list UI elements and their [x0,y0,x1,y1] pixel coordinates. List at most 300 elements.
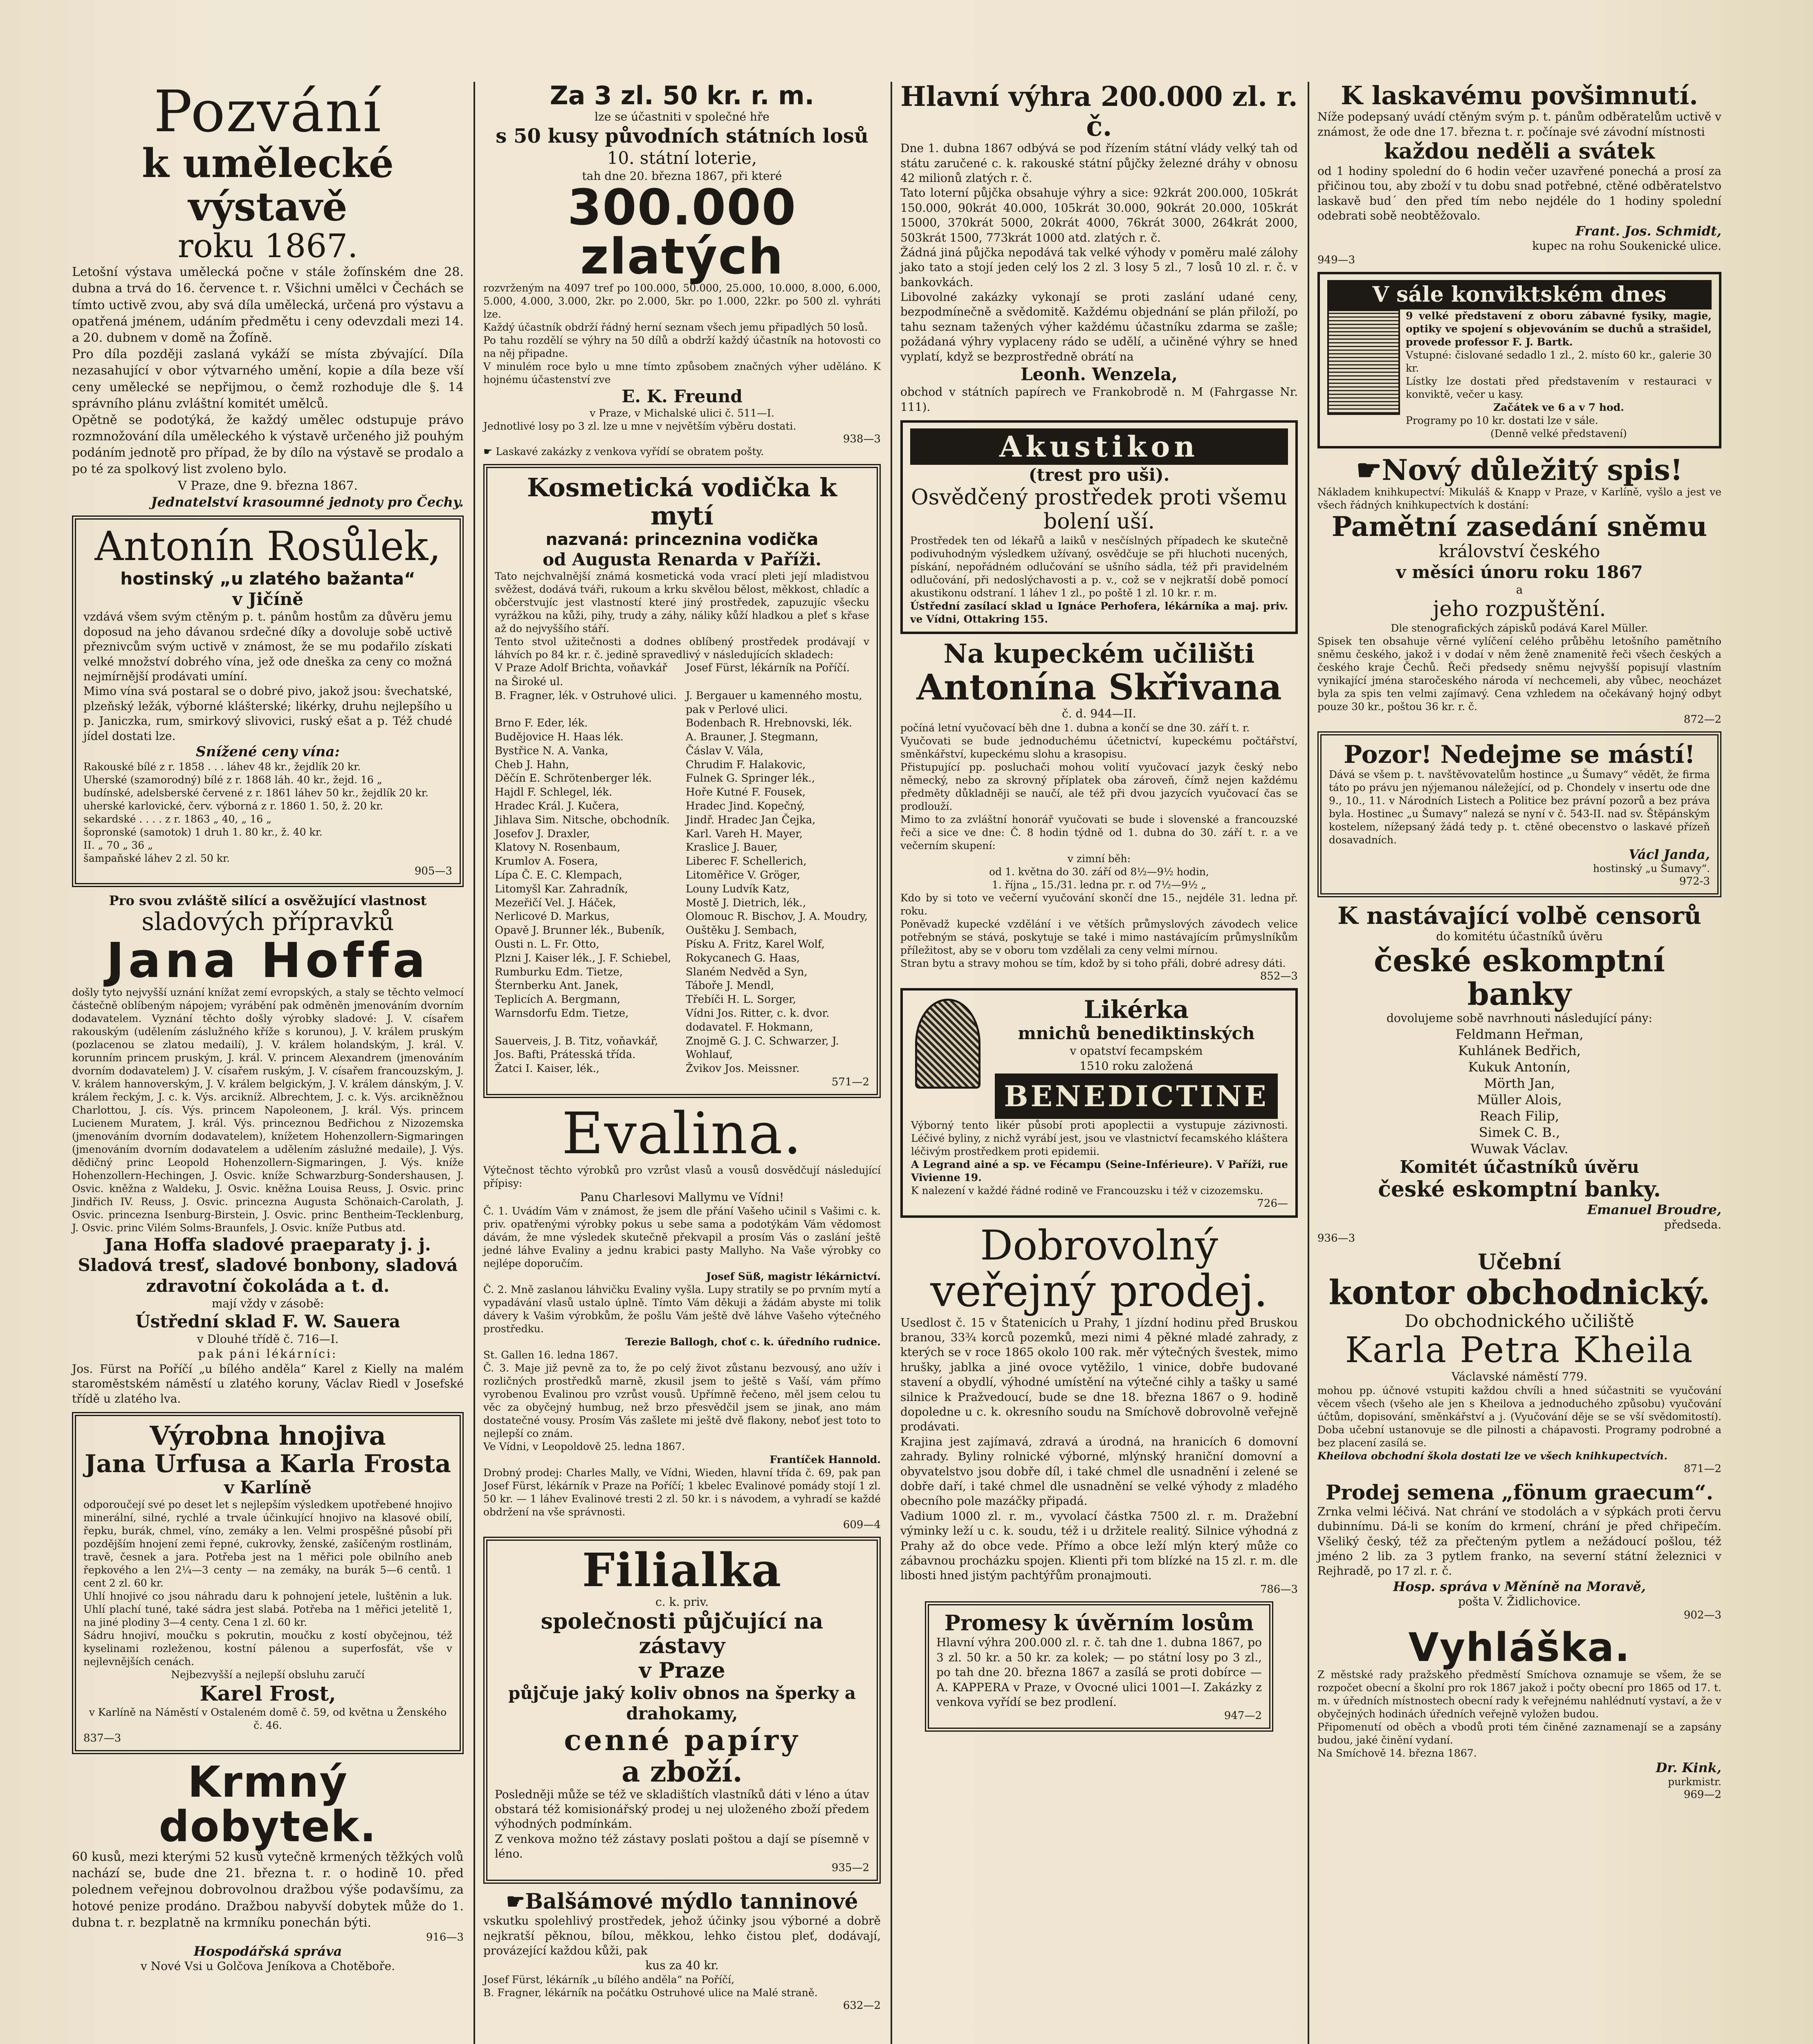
ad-title: Jana Hoffa [106,932,430,989]
ad-year: 1510 roku založená [1079,1059,1193,1073]
ad-subtitle: hostinský „u zlatého bažanta“ [120,568,415,589]
ad-signature: Frant. Jos. Schmidt, [1575,223,1721,239]
ad-signature-title: hostinský „u Šumavy“. [1593,863,1710,875]
price-item: šopronské (samotok) 1 druh 1. 80 kr., ž. 40 kr. [83,826,323,838]
ad-ref: 936—3 [1317,1232,1355,1245]
ad-signature: Terezie Ballogh, choť c. k. úředního rudnice. [625,1336,881,1348]
ad-body: Uhlí hnojivé co jsou náhradu daru k pohnojení jetele, luštěnin a luk. Uhlí plachí tuné, také sádra jest slabá. Potřeba na 1 měřici jetelitě 1, na jiné plodiny 3—4 centy. Cena 1 zl. 60 kr. [83,1590,452,1628]
stockist-item: Louny Ludvík Katz, [686,883,790,895]
ad-subtitle: království českého [1438,541,1600,562]
stockist-item: Třebíči H. L. Sorger, [686,993,797,1006]
ad-prodej [900,1221,1298,1596]
column-3 [894,82,1304,2044]
ad-stock: mají vždy v zásobě: [211,1297,324,1311]
stockist-item: Warnsdorfu Edm. Tietze, [495,1007,629,1020]
ad-seller: Josef Fürst, lékárník „u bílého anděla“ na Poříčí, [483,1973,735,1986]
ad-body: počíná letní vyučovací běh dne 1. dubna a končí se dne 30. září t. r. [900,722,1250,734]
ad-note [483,445,881,458]
ad-title: K nastávající volbě censorů [1337,902,1701,930]
stockist-item: Ousti n. L. Fr. Otto, [495,938,599,951]
ad-line: 10. státní loterie, [607,148,757,168]
ad-address: v Nové Vsi u Golčova Jeníkova a Chotěboře. [140,1959,395,1973]
ad-body: Spisek ten obsahuje věrné vylíčení celého průběhu letošního pamětního sněmu českého, jakož i v dodaí v něm ženě znamenitě řeči všech českých a českého kraje Čechů. Řeči předsedy sněmu nejvyšší popisují vlastním vynikající jména staročeského národa ví nechcemeli, aby vůbec, neocházet byla za spis ten velmi zajímavý. Cena vzhledem na očekávaný hojný odbyt pouze 30 kr., poštou 36 kr. r. č. [1317,635,1721,713]
candidate-item: Wuwak Václav. [1470,1141,1568,1156]
stockist-item: Josefov J. Draxler, [495,827,590,840]
ad-ref: 571—2 [831,1076,869,1089]
ad-subtitle: jeho rozpuštění. [1433,597,1606,622]
candidate-item: Feldmann Heřman, [1455,1026,1584,1042]
ad-store: Ústřední sklad F. W. Sauera [135,1311,400,1331]
ad-body: odporoučejí své po deset let s nejlepším výsledkem upotřebené hnojivo minerální, silné, rychlé a trvale účinkující hnojivo na klasové obilí, řepku, burák, chmel, víno, zemáky a len. Velmi prospěšné působí při pozdějším hnojení zemi řepné, cukrovky, ženské, zašíčeným rostlinám, travě, česnek a jara. Potřeba jest na 1 měřici pole obilního aneb řepkového a len 2¼—3 centy — na zemáky, na burák 5—6 centů. 1 cent 2 zl. 60 kr. [83,1498,452,1589]
ad-ref: 947—2 [1224,1710,1262,1722]
stockist-item: A. Brauner, J. Stegmann, [686,731,819,744]
ad-body: Prostředek ten od lékařů a laiků v nesčíslných případech ke skutečně podivuhodným výsledkem užívaný, osvědčuje se při hluchoti nucených, pískání, nepořádném odlučování se ušního sádla, též při pravidelném odlučování, při nedoslýchavosti a p. v., což se v nejkratší době pomocí akustikonu odstraní. 1 láhev 1 zl., po poště 1 zl. 10 kr. r. m. [910,535,1288,599]
ad-store: Ústřední zasílací sklad u Ignáce Perhofera, lékárníka a maj. priv. ve Vídni, Ottakring 155. [910,600,1288,625]
ad-year: roku 1867. [177,227,358,265]
ad-title: Hlavní výhra 200.000 zl. r. č. [900,82,1298,142]
column-4 [1311,82,1728,2044]
ad-body: dovolujeme sobě navrhnouti následující pány: [1387,1011,1652,1025]
ad-address: obchod v státních papírech ve Frankobrodě n. M (Fahrgasse Nr. 111). [900,385,1298,414]
ad-amount: 300.000 zlatých [567,179,797,285]
ad-signature: Emanuel Broudre, [1587,1202,1721,1217]
ad-title: V sále konviktském dnes [1327,280,1712,309]
ad-products: Jana Hoffa sladové praeparaty j. j. Sladová tresť, sladové bonbony, sladová zdravotní čokoláda a t. d. [78,1235,458,1296]
ad-hnojivo [72,1412,464,1754]
ad-subtitle: Osvědčený prostředek proti všemu bolení uší. [911,485,1287,534]
ad-body: Usedlost č. 15 v Štatenicích u Prahy, 1 jízdní hodinu před Bruskou branou, 33¾ korců pozemků, mezi nimi 4 pěkné mladé zahrady, z kterých se v roce 1865 okolo 100 rak. měr výtečných švestek, mimo hrušky, jablka a jiné ovoce vytěžilo, 1 vinice, dobře budované stavení a obydlí, výhodné umístění na výtečné cihly a tašky u samé silnice k Pražvedoucí, bude se dne 18. března 1867 o 9. hodině dopoledne u c. k. okresního soudu na Smíchově dobrovolně veřejně prodávati. [900,1316,1298,1434]
stockist-item: Hajdl F. Schlegel, lék. [495,786,613,799]
ad-body: Č. 1. Uvádím Vám v známost, že jsem dle přání Vašeho učinil s Vašimi c. k. priv. opatřenými výrobky pokus u sebe sama a podotýkám Vám vědomost dávám, že mne výsledek skutečně překvapil a prosím Vás o zaslání ještě jedné láhve Evaliny a jednu krabici pasty Mallyho. Na Vaše výrobky co nejlépe doporučím. [483,1205,881,1270]
ad-addressee: Panu Charlesovi Mallymu ve Vídni! [580,1190,784,1204]
ad-store-address: v Dlouhé třídě č. 716—I. [197,1332,339,1346]
ad-title: Pozor! Nedejme se mástí! [1344,740,1695,769]
stockist-item: Čáslav V. Vála, [686,744,764,757]
ad-date: V Praze, dne 9. března 1867. [178,478,358,493]
ad-body: Krajina jest zajímavá, zdravá a úrodná, na hranicích 6 domovní zahrady. Byliny rolnické výborné, mlýnský hraniční domovní a obyvatelstvo jsou dobře díl, i také chmel dle usnadnění i zelené se dobře daří, i také chmel dle usnadnění se velké výhody z mladého obecního pole mazáčky připadá. [900,1434,1298,1508]
stockist-item: Opavě J. Brunner lék., Bubeník, [495,924,665,937]
ad-konvikt [1317,272,1721,448]
ad-spis [1317,454,1721,726]
ad-signature-title: pošta V. Židlichovice. [1458,1594,1581,1608]
ad-ref: 609—4 [843,1519,881,1531]
ad-name: společnosti půjčující na zástavy [541,1609,823,1659]
ad-subtitle: k umělecké výstavě [142,140,394,230]
ad-price: kus za 40 kr. [645,1959,719,1972]
ad-body: Posledněji může se též ve skladištích vlastníků dáti v léno a útav obstará též komisionářský prodej u nej uloženého zboží předem výhodných podmínkám. [495,1787,869,1831]
candidate-item: Reach Filip, [1479,1108,1559,1124]
ad-address: Václavské náměstí 779. [1452,1370,1587,1383]
price-item: uherské karlovické, červ. výborná z r. 1860 1. 50, ž. 20 kr. [83,800,384,812]
ad-ref: 872—2 [1683,713,1721,726]
ad-schedule: od 1. května do 30. září od 8½—9½ hodin, [989,865,1209,878]
ad-pozvani [72,82,464,510]
ad-address: A Legrand ainé a sp. ve Fécampu (Seine-Inférieure). V Paříži, rue Vivienne 19. [911,1159,1288,1184]
ad-location: v opatství fecampském [1070,1044,1203,1058]
ad-place: v Jičíně [232,589,303,610]
ad-title: Krmný dobytek. [159,1757,377,1851]
stockist-item: Slaném Nedvěd a Syn, [686,966,808,978]
ad-ref: 969—2 [1683,1788,1721,1801]
ad-place: v Praze [639,1658,725,1683]
ad-date: Ve Vídni, v Leopoldově 25. ledna 1867. [483,1441,685,1453]
ad-dobytek [72,1757,464,1974]
brand-banner: BENEDICTINE [995,1074,1277,1119]
stockist-item: Jihlava Sim. Nitsche, obchodník. [495,814,670,826]
ad-mydlo [483,1889,881,2012]
ad-title: Za 3 zl. 50 kr. r. m. [550,82,815,110]
ad-body: Jednotlivé losy po 3 zl. lze u mne v největším výběru dostati. [483,420,797,433]
ad-text [1406,309,1712,440]
ad-loterie [483,82,881,458]
stockist-item: Teplicích A. Bergmann, [495,993,621,1006]
ad-body: Žádná jiná půjčka nepodává tak velké výhody v poměru malé zálohy jako tato a stojí jeden celý los 2 zl. 3 losy 5 zl., 7 losů 10 zl. r. č. v bankovkách. [900,245,1298,289]
price-item: šampaňské láhev 2 zl. 50 kr. [83,852,230,864]
column-rule [891,82,892,2044]
stockist-list [495,661,869,1076]
ad-signature: Dr. Kink, [1656,1760,1721,1776]
ad-title: Vyhláška. [1408,1625,1631,1671]
stockist-item: Sauerveis, J. B. Titz, voňavkář, Jos. Bafti, Prátesská třída. [495,1035,658,1061]
ad-akustikon [900,420,1298,634]
stockist-item: Litoměřice V. Gröger, [686,869,801,882]
ad-title: Prodej semena „fönum graecum“. [1325,1480,1714,1505]
ad-signature-title: purkmistr. [1668,1776,1721,1788]
stockist-item: Táboře J. Mendl, [686,979,774,992]
ad-subtitle: a [1516,583,1523,596]
candidate-item: Kukuk Antonín, [1468,1059,1571,1075]
ad-uciliste [900,640,1298,982]
ad-vyhlaska [1317,1627,1721,1801]
ad-body: Mimo to za zvláštní honorář vyučovati se bude i slovenské a francouzské řeči a sice ve dne: Č. 8 hodin týdně od 1. dubna do 30. září t. r. a ve večerním skupení: [900,813,1298,852]
ad-body: 60 kusů, mezi kterými 52 kusů vytečně krmených těžkých volů nachází se, bude dne 21. března t. r. o hodině 10. před polednem veřejnou dobrovolnou dražbou výše podavšímu, za hotové penize prodáno. Dražbou nabyvší dobytek může do 1. dubna t. r. bezplatně na krmníku ponechán býti. [72,1850,464,1930]
ad-signature-title: předseda. [1664,1218,1721,1231]
ad-big: cenné papíry [564,1723,800,1757]
ad-start: Začátek ve 6 a v 7 hod. [1493,401,1624,413]
ad-body: došly tyto nejvyšší uznání knížat zemí evropských, a staly se těchto velmocí částečně oblíbeným nápojem; vyrábění pak odměněn jmenováním dvorním dodavatelem. Vyznání těchto došly výrobky sladové: J. V. císařem rakouským (udělením záslužného kříže s korunou), J. V. králem pruským (pozlacenou se zlatou medailí), J. V. králem holandským, J. král. V. korunním princem pruským, J. král. V. princem Alexandrem (jmenováním dvorním dodavatelem) J. V. císařem ruským, J. V. císařem francouzským, J. V. králem hannoverským, J. V. králem belgickým, J. V. králem dánským, J. V. králem řeckým, J. c. k. Výs. arcikníž. Albrechtem, J. c. k. Výs. arcikněžnou Charlottou, J. cís. Výs. princem Napoleonem, J. král. Výs. princem Lucienem Muratem, J. král. Výs. princeznou Bedřichou z Nizozemska (jmenováním dvorním dodavatelem), knížetem Hohenzollern-Sigmaringen (jmenováním dvorním dodavatelem a udělením záslužné medaile), J. Výs. dědičný princ Leopold Hohenzollern-Sigmaringen, J. Výs. kníže Hohenzollern-Hechingen, J. Osvic. kníže Schwarzburg-Sondershausen, J. Osvic. kněžna z Waldeku, J. Osvic. kněžna Louisa Reuss, J. Osvic. princ Jindřich IV. Reuss, J. Osvic. princezna Augusta Schönaich-Carolath, J. Osvic. princezna Isenburg-Birstein, J. Osvic. princ Bentheim-Tecklenburg, J. Osvic. princ Vilém Solms-Braunfels, J. Osvic. kníže Putbus atd. [72,986,464,1234]
stockist-item: Litomyšl Kar. Zahradník, [495,883,628,895]
ad-title-text: Balšámové mýdlo tanninové [525,1889,858,1914]
ad-body: Drobný prodej: Charles Mally, ve Vídni, Wieden, hlavní třída č. 69, pak pan Josef Fürst, lékárník v Praze na Poříčí; 1 kbelec Evalinové pomády stojí 1 zl. 50 kr. — 1 láhev Evalinové tresti 2 zl. 50 kr. i s návodem, a vyhradí se každé obdržení na vše správnosti. [483,1467,881,1518]
ad-body: Hlavní výhra 200.000 zl. r. č. tah dne 1. dubna 1867, po 3 zl. 50 kr. a 50 kr. za kolek; — po státní losy po 3 zl., po tah dne 20. března 1867 a zasílá se proti dobírce — A. KAPPERA v Praze, v Ovocné ulici 1001—I. Zakázky z venkova vyřídí se bez prodlení. [936,1636,1262,1709]
ad-body: Stran bytu a stravy mohou se tím, kdož by si toho přáli, dobré adresy dáti. [900,957,1286,969]
stockist-item: Písku A. Fritz, Karel Wolf, [686,938,825,951]
ad-signature: Václ Janda, [1629,847,1710,863]
stockist-item: Karl. Vareh H. Mayer, [686,827,803,840]
ad-body: mohou pp. účnové vstupiti každou chvíli a hned súčastniti se vyučování věcem všech (všeho ale jen s Kheilova a jednoduchého způsobu) vyučování účtům, dopisování, směnkářství a j. (Vyučování děje se se vší svědomitostí). Doba učební ustanovuje se dle pilnosti a chápavosti. Programy podrobné a bez placení zasílá se. [1317,1385,1721,1449]
ad-subtitle: Do obchodnického učiliště [1405,1311,1634,1331]
ad-signature: Hosp. správa v Měníně na Moravě, [1393,1578,1646,1594]
stockist-item: Mezeřičí Vel. J. Háček, [495,896,616,909]
ad-body: Tento stvol užitečnosti a dodnes oblíbený prostředek prodávají v láhvích po 84 kr. r. č. jedině spravedlivý v následujících skladech: [495,636,869,661]
stockist-item: Jindř. Hradec Jan Čejka, [686,814,816,826]
stockist-item: Rokycanech G. Haas, [686,952,800,964]
ad-title: Evalina. [561,1100,803,1168]
ad-benedictine [900,988,1298,1218]
ad-signature: Jednatelství krasoumné jednoty pro Čechy. [151,494,464,510]
ad-body: Po tahu rozdělí se výhry na 50 dílů a obdrží každý účastník na hotovosti co na něj připadne. [483,334,881,359]
ad-from: od Augusta Renarda v Paříži. [543,549,821,569]
ad-line: s 50 kusy původních státních losů [496,124,868,148]
ad-number: č. d. 944—II. [1062,707,1136,721]
candidate-item: Simek C. B., [1479,1124,1560,1140]
ad-title: Promesy k úvěrním losům [944,1610,1254,1636]
ad-body: Pro díla později zaslaná vykáží se místa zbývající. Díla nezasahující v obor výtvarného umění, kopie a díla beze vší ceny umělecké se nepřijmou, o čemž rozhoduje dle §. 14 správního plánu zvláštní komitét umělců. [72,347,464,411]
ad-ref: 632—2 [843,1999,881,2012]
ad-signature: Frantíček Hannold. [770,1454,881,1466]
ad-body: Přistupující pp. posluchači mohou volití vyučovací jazyk český nebo německý, nebo za skrovný příplatek oba zároveň, čímž nejen každému předměty důkladněji se naučí, ale též při dvou jazycích vyučovací čas se prodlouží. [900,761,1298,812]
ad-names: Jana Urfusa a Karla Frosta [84,1450,451,1479]
stockist-item: Žatci I. Kaiser, lék., [495,1062,600,1075]
ad-title [483,1889,881,1914]
ad-kheil [1317,1250,1721,1475]
ad-body: Vadium 1000 zl. r. m., vyvolací částka 7500 zl. r. m. Dražební výminky leží u c. k. soudu, též i u držitele realitý. Silnice výhodná z Prahy až do obce vede. Přímo a obce leží mlýn který může co zábavnou procházku spojen. Klienti při tom blízké na 15 zl. r. m. dle libosti hned jistým pachtýřům pronajmouti. [900,1509,1298,1582]
ad-pharmacies: Jos. Fürst na Poříčí „u bílého anděla“ Karel z Kielly na malém staroměstském náměstí u zlatého koruny, Václav Riedl v Josefské třídě u zlatého lva. [72,1362,464,1405]
ad-note-text: Laskavé zakázky z venkova vyřídí se obratem pošty. [496,446,764,458]
stockist-item: Josef Fürst, lékárník na Poříčí. [686,662,850,675]
ad-footer: Komitét účastníků úvěru [1400,1156,1639,1177]
stockist-item: J. Bergauer u kamenného mostu, pak v Perlové ulici. [686,689,862,716]
stockist-item: Mostě J. Dietrich, lék., [686,896,806,909]
ad-signature: Josef Süß, magistr lékárnictví. [706,1271,881,1283]
ad-hoff [72,893,464,1406]
ad-body: Každý účastník obdrží řádný herní seznam všech jemu připadlých 50 losů. [483,321,868,333]
stockist-item: Kraslice J. Bauer, [686,841,778,854]
ad-line: půjčuje jaký koliv obnos na šperky a drahokamy, [508,1683,856,1724]
ad-prices: Vstupné: čislované sedadlo 1 zl., 2. místo 60 kr., galerie 30 kr. [1406,349,1712,374]
ad-signature-title: kupec na rohu Soukenické ulice. [1532,239,1721,253]
ad-body: Kheilova obchodní škola dostati lze ve všech knihkupectvích. [1317,1450,1668,1462]
ad-signature: E. K. Freund [622,386,743,406]
ad-body: Opětně se podotýká, že každý umělec odstupuje právo rozmnožování díla uměleckého k výstavě určeného již pouhým podáním jednotě pro případ, že by dílo na výstavě se prodalo a po té za spolkový list zvoleno bylo. [72,412,464,477]
column-2 [477,82,887,2044]
ad-ref: 916—3 [426,1931,464,1944]
ad-title: Akustikon [910,428,1288,465]
ad-content [1327,309,1712,440]
column-rule [473,82,475,2044]
stockist-item: Klatovy N. Rosenbaum, [495,841,621,854]
ad-ref: 837—3 [83,1732,121,1744]
ad-ref: 972-3 [1679,875,1710,888]
ad-body: Vyučovati se bude jednoduchému účetnictví, kupeckému počtářství, směnkářství, kupeckému slohu a krasopisu. [900,735,1298,760]
ad-kosmeticka [483,464,881,1098]
ad-body: Mimo vína svá postaral se o dobré pivo, jakož jsou: švechatské, plzeňský ležák, výborné klášterské; likérky, druhu nejlepšího u p. Janiczka, rum, smirkový slivovici, ruský ešat a p. Též chudé jídel dostati lze. [83,684,452,743]
ad-name: Karla Petra Kheila [1345,1330,1694,1371]
ad-body: Tato loterní půjčka obsahuje výhry a sice: 92krát 200.000, 105krát 150.000, 90krát 40.000, 105krát 30.000, 90krát 20.000, 105krát 15000, 370krát 5000, 20krát 4000, 76krát 3000, 264krát 2000, 503krát 1500, 773krát 1000 atd. zlatých r. č. [900,186,1298,244]
ad-title [1317,454,1721,486]
ad-title: kontor obchodnický. [1328,1273,1710,1313]
ad-rosulek [72,515,464,887]
ad-ref: 902—3 [1683,1609,1721,1622]
ad-body: Nákladem knihkupectví: Mikuláš & Knapp v Praze, v Karlíně, vyšlo a jest ve všech řádných knihkupectvích k dostání: [1317,486,1721,511]
stockist-item: Bodenbach R. Hrebnovski, lék. [686,717,853,730]
ad-body: Připomenutí od oběch a vbodů proti tém činěné zaznamenají se a zapsány budou, jaké činění vydaní. [1317,1721,1721,1746]
stockist-item: V Praze Adolf Brichta, voňavkář na Široké ul. [495,662,667,688]
stockist-item: Bystřice N. A. Vanka, [495,744,608,757]
ad-body: Dne 1. dubna 1867 odbývá se pod řízením státní vlády velký tah od státu zaručené c. k. rakouské státní půjčky železné dráhy v obnosu 42 milionů zlatých r. č. [900,141,1298,185]
ad-pozor [1317,731,1721,897]
stockist-item: Fulnek G. Springer lék., [686,772,815,785]
ad-promesy [925,1601,1273,1732]
ad-body: Č. 2. Mně zaslanou láhvičku Evaliny vyšla. Lupy stratily se po prvním mytí a vypadávání vlasů ustalo úplně. Tímto Vám děkuji a žádám abyste mi tolik dávery k Vašim výrobkům, že pošlu Vám ještě dvě láhve Vašeho výtečného prostředku. [483,1284,881,1335]
magician-illustration-icon [1327,309,1400,415]
ad-date: Na Smíchově 14. března 1867. [1317,1747,1477,1759]
ad-title: Kosmetická vodička k mytí [527,473,837,531]
ad-program: Programy po 10 kr. dostati lze v sále. [1406,414,1598,426]
ad-body: V minulém roce bylo u mne tímto způsobem značných výher uděláno. K hojnému účastenství zve [483,360,881,385]
ad-ref: 726— [1257,1197,1288,1210]
ad-title: Učební [1477,1250,1561,1275]
ad-title: Pamětní zasedání sněmu [1331,510,1708,542]
ad-subtitle: v měsíci únoru roku 1867 [1396,562,1643,582]
ad-body: Dává se všem p. t. navštěvovatelům hostince „u Šumavy“ vědět, že firma táto po právu jen nýjemanou náležející, od p. Chondely v insertu ode dne 9., 10., 11. v Národních Listech a Politice bez právní pozorů a bez práva byla. Hostinec „u Šumavy“ nalezá se nyní v č. 543-II. nad sv. Štěpánským kostelem, nížepsaný žádá tedy p. t. ctěné obecenstvo o laskavé přízeň dosavadních. [1329,769,1710,846]
ad-name: české eskomptní banky [1373,942,1665,1013]
ad-title: Pozvání [153,82,382,145]
ad-title: veřejný prodej. [930,1266,1268,1317]
ad-ref: 938—3 [843,433,881,446]
ad-body: Výborný tento likér působí proti apoplectii a vystupuje zázivnosti. Léčivé byliny, z nichž vyrábí jest, jsou ve vlastnictví fecamského kláštera léčivým prostředkem proti epidemii. [911,1119,1288,1158]
ad-body: Z venkova možno též zástavy poslati poštou a dají se písemně v léno. [495,1832,869,1861]
stockist-item: Žvikov Jos. Meissner. [686,1062,800,1075]
ad-subtitle: nazvaná: princeznina vodička [545,530,819,549]
ad-place: v Karlíně [224,1477,312,1498]
stockist-item: Hradec Král. J. Kučera, [495,800,619,813]
ad-body: od 1 hodiny spolední do 6 hodin večer uzavřené ponechá a prosí za přičinou tou, aby zboží v tu dobu snad potřebné, ctěné odběratelstvo laskavě bud´ den před tím nebo nejdéle do 1 hodiny spolední odebrati sobě neobtěžovalo. [1317,164,1721,222]
ad-line: tah dne 20. března 1867, při které [582,169,782,183]
ad-subtitle: (trest pro uši). [1028,465,1170,485]
ad-tickets: Lístky lze dostati před představením v restauraci v konviktě, večer u kasy. [1406,375,1712,400]
ad-title: Antonín Rosůlek, [94,523,441,570]
ad-contact-intro: Nejbezvyšší a nejlepší obsluhu zaručí [171,1668,365,1681]
stockist-item: Rumburku Edm. Tietze, [495,966,623,978]
ad-signature: Leonh. Wenzela, [1021,364,1178,385]
pointing-hand-icon: ☛ [483,446,496,458]
stockist-item: Olomouc R. Bischov, J. A. Moudry, [686,910,868,923]
ad-filialka [483,1537,881,1883]
price-item: II. „ 70 „ 36 „ [83,839,153,851]
stockist-item: Šternberku Ant. Janek, [495,979,619,992]
price-list [83,760,452,865]
ad-body: Dle stenografických zápisků podává Karel Müller. [1391,622,1648,634]
price-item: Rakouské bílé z r. 1858 . . . láhev 48 kr., žejdlík 20 kr. [83,760,361,773]
ad-body: Z městské rady pražského předměstí Smíchova oznamuje se všem, že se rozpočet obecní a školní pro rok 1867 jakož i počty obecní pro 1865 od 17. t. m. v úředních místnostech obecní rady k veřejnému nahlédnutí vystaví, a že v obyčejných hodinách úředních veřejně vyložen budou. [1317,1669,1721,1720]
ad-big: a zboží. [622,1754,743,1788]
ad-footer: české eskomptní banky. [1378,1177,1661,1202]
stockist-item: B. Fragner, lék. v Ostruhové ulici. [495,689,677,702]
ad-ref: 786—3 [1260,1583,1298,1596]
stockist-item: Liberec F. Schellerich, [686,855,807,868]
ad-body: rozvrženým na 4097 tref po 100.000, 50.000, 25.000, 10.000, 8.000, 6.000, 5.000, 4.000, 3.000, 2kr. po 2.000, 5kr. po 1.000, 22kr. po 500 zl. vyhráti lze. [483,282,881,320]
ad-body: Zrnka velmi léčivá. Nat chrání ve stodolách a v sýpkách proti červu dubinnímu. Dá-li se koním do krmení, chrání je před chřipečím. Všeliký český, též za přečteným pytlem a nežádoucí pošlou, též jméno 2 lib. za 3 pytlem franko, na severní státní železnici v Rejhradě, po 17 zl. r. č. [1317,1504,1721,1578]
ad-ref: 871—2 [1683,1463,1721,1475]
ad-schedule: v zimní běh: [1067,852,1131,865]
stockist-item: Plzni J. Kaiser lék., J. F. Schiebel, [495,952,671,964]
ad-body: 9 velké představení z oboru zábavné fysiky, magie, optiky ve spojení s objevováním se duchů a strašidel, provede professor F. J. Bartk. [1406,309,1712,348]
stockist-item: Krumlov A. Fosera, [495,855,598,868]
column-1 [65,82,470,2044]
ad-body: Níže podepsaný uvádí ctěným svým p. t. pánům odběratelům uctivě v známost, že ode dne 17. března t. r. počínaje své závodní místnosti [1317,110,1721,139]
ad-title: Výrobna hnojiva [150,1420,386,1451]
ad-seller: B. Fragner, lékárník na počátku Ostruhové ulice na Malé straně. [483,1986,818,1999]
pointing-hand-icon: ☛ [506,1889,525,1914]
stockist-item: Chrudim F. Halakovic, [686,758,806,771]
ad-body: vskutku spolehlivý prostředek, jehož účinky jsou výborné a dobrě nejkratší pěknou, bílou, měkkou, lehko čistou pleť, dodávají, provázející každou kůži, pak [483,1914,881,1958]
ad-subtitle: do komitétu účastníků úvěru [1436,929,1603,943]
ad-address: v Praze, v Michalské ulici č. 511—I. [590,407,774,419]
ad-body: Č. 3. Maje již pevně za to, že po celý život zůstanu bezvousý, ano užív i rozličných prostředků marně, zkusil jsem to ještě s Vaší, vám přímo vyrobenou Evalinou pro vzrůst vousů. Upřímně řečeno, měl jsem celou tu věc za obyčejný humbug, než brzo přesvědčil jsem se jinak, ano mám dostatečné vousy. Prosím Vás zašlete mi ještě dvě flakony, neboť jest toto to nejlepší co znám. [483,1362,881,1440]
ad-note: (Denně velké představení) [1490,427,1627,439]
ad-title: Filialka [582,1544,782,1598]
ad-ref: 905—3 [414,865,452,877]
price-item: budínské, adelsberské červené z r. 1861 láhev 50 kr., žejdlík 20 kr. [83,787,429,799]
ad-schedule: 1. října „ 15./31. ledna pr. r. od 7½—9½ „ [992,879,1207,891]
ad-body: Výtečnost těchto výrobků pro vzrůst vlasů a vousů dosvědčují následující přípisy: [483,1164,881,1190]
ad-vyhra [900,82,1298,415]
ad-laskavemu [1317,82,1721,266]
candidate-item: Kuhlánek Bedřich, [1458,1042,1581,1058]
price-item: Uherské (szamorodný) bílé z r. 1868 láh. 40 kr., žejd. 16 „ [83,773,382,786]
stockist-item: Znojmě G. J. C. Schwarzer, J. Wohlauf, [686,1035,839,1061]
ad-semena [1317,1481,1721,1621]
ad-title-text: Nový důležitý spis! [1382,453,1683,487]
stockist-item: Vídni Jos. Ritter, c. k. dvor. dodavatel. F. Hokmann, [686,1007,830,1033]
ad-sub: c. k. priv. [655,1595,709,1609]
price-item: sekardské . . . . z r. 1863 „ 40, „ 16 „ [83,813,272,825]
column-rule [1308,82,1309,2044]
ad-title: K laskavému povšimnutí. [1341,82,1698,110]
ad-body: Libovolné zakázky vykonají se proti zaslání udané ceny, bezpodmínečně a svědomitě. Každému objednání se plán přiloží, po tahu seznam tažených výher každému účastníku zdarma se zašle; požádaná výhry vyplaceny rádo se udělí, a učiněné výhry se hned vyplatí, když se bezprostředně obrátí na [900,290,1298,363]
ad-body: vzdává všem svým ctěným p. t. pánům hostům za důvěru jemu doposud na jeho dávanou srdečné díky a dovoluje sobě uctivě přeznivcům svým uctivě v známost, že se mu podařilo získati velké množství dobrého vína, jež ode dneška za ceny co možná nejmírnější prodávati umíní. [83,610,452,683]
ad-intro: Pro svou zvláště silící a osvěžující vlastnost [109,892,427,908]
stockist-item: Budějovice H. Haas lék. [495,731,624,744]
stockist-item: Cheb J. Hahn, [495,758,569,771]
ad-body: K nalezení v každé řádné rodině ve Francouzsku i též v cizozemsku. [911,1185,1263,1197]
ad-ref: 949—3 [1317,253,1355,266]
stockist-item: Lípa Č. E. C. Klempach, [495,869,622,882]
ad-pharmacies-title: pak páni lékárníci: [198,1347,338,1361]
ad-ref: 852—3 [1260,970,1298,982]
stockist-item: Děčín E. Schrötenberger lék. [495,772,652,785]
ad-body: Kdo by si toto ve večerní vyučování skončí dne 15., nejdéle 31. ledna př. roku. [900,892,1298,917]
ad-line: lze se účastniti v společné hře [595,110,770,124]
ad-subheading: Snížené ceny vína: [196,743,340,760]
monk-medallion-icon [915,999,981,1089]
ad-address: v Karlíně na Náměstí v Ostaleném domě č. 59, od května u Ženského č. 46. [89,1706,447,1731]
stockist-item: Nerlicové D. Markus, [495,910,610,923]
ad-evalina [483,1100,881,1531]
ad-title: Likérka [1084,995,1189,1024]
candidate-item: Müller Alois, [1477,1091,1562,1107]
ad-body: Poněvadž kupecké vzdělání i ve větších průmyslových závodech velice potřebným se stává, poskytuje se také i mimo nastávajícím průmyslníkům příležitost, aby se v oboru tom vzdělali za ceny velmi mírnou. [900,918,1298,956]
ad-volba [1317,903,1721,1244]
stockist-item: Ouštěku J. Sembach, [686,924,797,937]
ad-subtitle: mnichů benediktinských [1018,1023,1255,1043]
ad-title: Na kupeckém učilišti [943,639,1255,670]
ad-highlight: každou neděli a svátek [1384,139,1655,164]
stockist-item: Hradec Jind. Kopečný, [686,800,805,813]
ad-body: Sádru hnojiví, moučku s pokrutin, moučku z kostí obyčejnou, též kyselinami rozleženou, kostní pálenou a superfosfát, vše v nejlevnějších cenách. [83,1629,452,1667]
ad-name: Antonína Skřivana [916,666,1282,708]
stockist-item: Brno F. Eder, lék. [495,717,588,730]
candidate-item: Mörth Jan, [1484,1075,1555,1091]
ad-date: St. Gallen 16. ledna 1867. [483,1349,618,1361]
ad-body: Tato nejchvalnější známá kosmetická voda vrací pleti její mladistvou svěžest, dodává tváři, rukoum a krku skvělou bělost, měkkost, chladíc a občerstvujíc jest vlastností které jiný prostředek, zapuzujíc všecku vyrážkou na kůži, pihy, trudy a záhy, náliky kůží hladkou a pleť s křase až do nejvyššího stáří. [495,570,869,635]
ad-contact: Karel Frost, [200,1681,336,1706]
ad-ref: 935—2 [831,1861,869,1874]
candidate-list [1317,1026,1721,1157]
ad-title: Dobrovolný [980,1221,1218,1270]
pointing-hand-icon: ☛ [1356,453,1382,487]
